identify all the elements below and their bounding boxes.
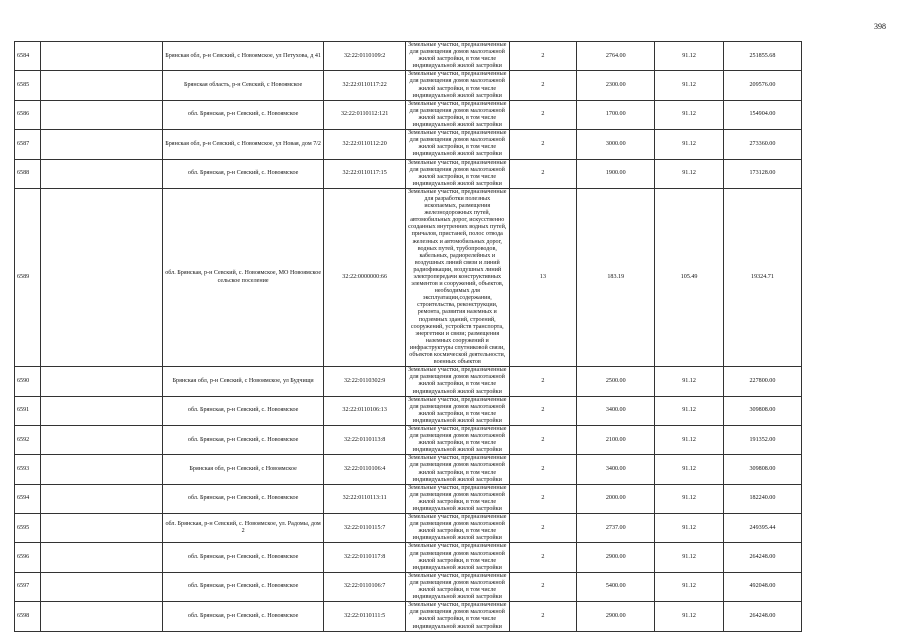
row-number: 6593 [15, 455, 41, 484]
row-address: Брянская обл, р-н Севский, с Новоямское, ул Петухова, д 41 [162, 42, 324, 71]
spacer-cell [40, 71, 162, 100]
row-number: 6595 [15, 514, 41, 543]
row-land-use: Земельные участки, предназначенные для разработки полезных ископаемых, размещения железнодорожных путей, автомобильных дорог, искусственно созданных внутренних водных путей, причалов, пристаней, полос отвода железных и автомобильных дорог, водных путей, трубопроводов, кабельных, радиорелейных и воздушных линий связи и линий радиофикации, воздушных линий электропередачи конструктивных элементов и сооружений, объектов, необходимых для эксплуатации,содержания, строительства, реконструкции, ремонта, развития наземных и подземных зданий, строений, сооружений, устройств транспорта, энергетики и связи; размещения наземных сооружений и инфраструктуры спутниковой связи, объектов космической деятельности, военных объектов [405, 188, 509, 366]
row-cadastral-number: 32:22:0110106:7 [324, 572, 405, 601]
row-land-use: Земельные участки, предназначенные для размещения домов малоэтажной жилой застройки, в том числе индивидуальной жилой застройки [405, 484, 509, 513]
row-category: 2 [509, 572, 576, 601]
row-area: 2900.00 [577, 602, 655, 631]
spacer-cell [40, 455, 162, 484]
row-number: 6597 [15, 572, 41, 601]
row-address: Брянская обл, р-н Севский, с Новоямское [162, 455, 324, 484]
row-cadastral-value: 309808.00 [723, 396, 801, 425]
row-cadastral-value: 264248.00 [723, 602, 801, 631]
row-cadastral-number: 32:22:0110113:8 [324, 425, 405, 454]
table-row [15, 484, 891, 513]
row-cadastral-number: 32:22:0110112:20 [324, 130, 405, 159]
row-category: 2 [509, 100, 576, 129]
row-category: 2 [509, 543, 576, 572]
row-land-use: Земельные участки, предназначенные для размещения домов малоэтажной жилой застройки, в том числе индивидуальной жилой застройки [405, 543, 509, 572]
row-category: 2 [509, 159, 576, 188]
row-category: 2 [509, 42, 576, 71]
row-cadastral-value: 209576.00 [723, 71, 801, 100]
row-land-use: Земельные участки, предназначенные для размещения домов малоэтажной жилой застройки, в том числе индивидуальной жилой застройки [405, 71, 509, 100]
row-land-use: Земельные участки, предназначенные для размещения домов малоэтажной жилой застройки, в том числе индивидуальной жилой застройки [405, 572, 509, 601]
table-row [15, 159, 891, 188]
row-category: 13 [509, 188, 576, 366]
row-specific-value: 91.12 [655, 543, 724, 572]
table-row [15, 130, 891, 159]
row-cadastral-value: 173128.00 [723, 159, 801, 188]
row-category: 2 [509, 484, 576, 513]
row-category: 2 [509, 396, 576, 425]
spacer-cell [40, 514, 162, 543]
row-area: 1900.00 [577, 159, 655, 188]
row-specific-value: 91.12 [655, 514, 724, 543]
table-body [15, 42, 891, 632]
row-number: 6587 [15, 130, 41, 159]
spacer-cell [40, 572, 162, 601]
spacer-cell [40, 188, 162, 366]
spacer-cell [40, 484, 162, 513]
row-land-use: Земельные участки, предназначенные для размещения домов малоэтажной жилой застройки, в том числе индивидуальной жилой застройки [405, 159, 509, 188]
row-category: 2 [509, 425, 576, 454]
row-address: обл. Брянская, р-н Севский, с. Новоямское, МО Новоямское сельское поселение [162, 188, 324, 366]
row-specific-value: 105.49 [655, 188, 724, 366]
row-cadastral-number: 32:22:0110106:4 [324, 455, 405, 484]
row-address: обл. Брянская, р-н Севский, с. Новоямское [162, 602, 324, 631]
table-row [15, 572, 891, 601]
row-land-use: Земельные участки, предназначенные для размещения домов малоэтажной жилой застройки, в том числе индивидуальной жилой застройки [405, 514, 509, 543]
row-area: 2764.00 [577, 42, 655, 71]
row-cadastral-value: 249395.44 [723, 514, 801, 543]
row-land-use: Земельные участки, предназначенные для размещения домов малоэтажной жилой застройки, в том числе индивидуальной жилой застройки [405, 42, 509, 71]
table-row [15, 602, 891, 631]
spacer-cell [40, 159, 162, 188]
row-address: обл. Брянская, р-н Севский, с. Новоямское [162, 159, 324, 188]
row-area: 2000.00 [577, 484, 655, 513]
row-specific-value: 91.12 [655, 100, 724, 129]
table-row [15, 367, 891, 396]
table-row [15, 396, 891, 425]
row-number: 6584 [15, 42, 41, 71]
row-specific-value: 91.12 [655, 455, 724, 484]
row-number: 6598 [15, 602, 41, 631]
row-cadastral-number: 32:22:0110113:11 [324, 484, 405, 513]
row-area: 3400.00 [577, 396, 655, 425]
row-area: 5400.00 [577, 572, 655, 601]
row-category: 2 [509, 367, 576, 396]
row-specific-value: 91.12 [655, 425, 724, 454]
spacer-cell [40, 396, 162, 425]
table-row [15, 42, 891, 71]
spacer-cell [40, 425, 162, 454]
row-number: 6592 [15, 425, 41, 454]
spacer-cell [40, 602, 162, 631]
row-land-use: Земельные участки, предназначенные для размещения домов малоэтажной жилой застройки, в том числе индивидуальной жилой застройки [405, 367, 509, 396]
row-cadastral-number: 32:22:0110117:15 [324, 159, 405, 188]
row-cadastral-value: 154904.00 [723, 100, 801, 129]
table-row [15, 514, 891, 543]
row-area: 2300.00 [577, 71, 655, 100]
row-specific-value: 91.12 [655, 396, 724, 425]
row-category: 2 [509, 455, 576, 484]
row-category: 2 [509, 514, 576, 543]
row-category: 2 [509, 130, 576, 159]
spacer-cell [40, 130, 162, 159]
row-number: 6594 [15, 484, 41, 513]
row-address: Брянская обл, р-н Севский, с Новоямское, ул Новая, дом 7/2 [162, 130, 324, 159]
row-land-use: Земельные участки, предназначенные для размещения домов малоэтажной жилой застройки, в том числе индивидуальной жилой застройки [405, 455, 509, 484]
row-address: Брянская обл, р-н Севский, с Новоямское, ул Будчищи [162, 367, 324, 396]
row-land-use: Земельные участки, предназначенные для размещения домов малоэтажной жилой застройки, в том числе индивидуальной жилой застройки [405, 100, 509, 129]
row-cadastral-number: 32:22:0110117:22 [324, 71, 405, 100]
row-number: 6590 [15, 367, 41, 396]
row-area: 2500.00 [577, 367, 655, 396]
row-cadastral-value: 492048.00 [723, 572, 801, 601]
row-number: 6585 [15, 71, 41, 100]
row-cadastral-number: 32:22:0110111:5 [324, 602, 405, 631]
row-category: 2 [509, 602, 576, 631]
row-number: 6591 [15, 396, 41, 425]
row-number: 6596 [15, 543, 41, 572]
row-address: обл. Брянская, р-н Севский, с. Новоямское [162, 396, 324, 425]
spacer-cell [40, 367, 162, 396]
row-area: 2100.00 [577, 425, 655, 454]
row-area: 1700.00 [577, 100, 655, 129]
spacer-cell [40, 543, 162, 572]
row-land-use: Земельные участки, предназначенные для размещения домов малоэтажной жилой застройки, в том числе индивидуальной жилой застройки [405, 425, 509, 454]
row-number: 6588 [15, 159, 41, 188]
row-cadastral-number: 32:22:0110302:9 [324, 367, 405, 396]
cadastral-value-table [14, 41, 891, 632]
row-land-use: Земельные участки, предназначенные для размещения домов малоэтажной жилой застройки, в том числе индивидуальной жилой застройки [405, 130, 509, 159]
row-cadastral-number: 32:22:0110106:13 [324, 396, 405, 425]
row-address: обл. Брянская, р-н Севский, с. Новоямское [162, 543, 324, 572]
row-cadastral-value: 182240.00 [723, 484, 801, 513]
row-cadastral-value: 309808.00 [723, 455, 801, 484]
table-row [15, 455, 891, 484]
row-category: 2 [509, 71, 576, 100]
row-address: обл. Брянская, р-н Севский, с. Новоямское [162, 572, 324, 601]
spacer-cell [40, 100, 162, 129]
row-cadastral-value: 264248.00 [723, 543, 801, 572]
row-specific-value: 91.12 [655, 572, 724, 601]
row-number: 6586 [15, 100, 41, 129]
row-land-use: Земельные участки, предназначенные для размещения домов малоэтажной жилой застройки, в том числе индивидуальной жилой застройки [405, 602, 509, 631]
row-area: 2737.00 [577, 514, 655, 543]
table-row [15, 425, 891, 454]
row-cadastral-number: 32:22:0000000:66 [324, 188, 405, 366]
row-specific-value: 91.12 [655, 367, 724, 396]
row-number: 6589 [15, 188, 41, 366]
row-cadastral-number: 32:22:0110117:8 [324, 543, 405, 572]
table-row [15, 188, 891, 366]
row-cadastral-value: 251855.68 [723, 42, 801, 71]
row-cadastral-value: 191352.00 [723, 425, 801, 454]
row-address: Брянская область, р-н Севский, с Новоямское [162, 71, 324, 100]
row-specific-value: 91.12 [655, 130, 724, 159]
row-cadastral-number: 32:22:0110112:121 [324, 100, 405, 129]
row-address: обл. Брянская, р-н Севский, с. Новоямское [162, 100, 324, 129]
table-row [15, 71, 891, 100]
row-specific-value: 91.12 [655, 71, 724, 100]
row-cadastral-value: 19324.71 [723, 188, 801, 366]
row-area: 2900.00 [577, 543, 655, 572]
row-address: обл. Брянская, р-н Севский, с. Новоямское [162, 484, 324, 513]
table-row [15, 100, 891, 129]
row-specific-value: 91.12 [655, 602, 724, 631]
row-land-use: Земельные участки, предназначенные для размещения домов малоэтажной жилой застройки, в том числе индивидуальной жилой застройки [405, 396, 509, 425]
row-specific-value: 91.12 [655, 42, 724, 71]
row-cadastral-number: 32:22:0110109:2 [324, 42, 405, 71]
row-area: 3000.00 [577, 130, 655, 159]
row-specific-value: 91.12 [655, 159, 724, 188]
row-area: 3400.00 [577, 455, 655, 484]
page-number: 398 [874, 22, 886, 31]
row-specific-value: 91.12 [655, 484, 724, 513]
row-cadastral-value: 227800.00 [723, 367, 801, 396]
row-address: обл. Брянская, р-н Севский, с. Новоямское, ул. Радомы, дом 2 [162, 514, 324, 543]
spacer-cell [40, 42, 162, 71]
table-row [15, 543, 891, 572]
row-address: обл. Брянская, р-н Севский, с. Новоямское [162, 425, 324, 454]
row-cadastral-value: 273360.00 [723, 130, 801, 159]
row-cadastral-number: 32:22:0110115:7 [324, 514, 405, 543]
row-area: 183.19 [577, 188, 655, 366]
